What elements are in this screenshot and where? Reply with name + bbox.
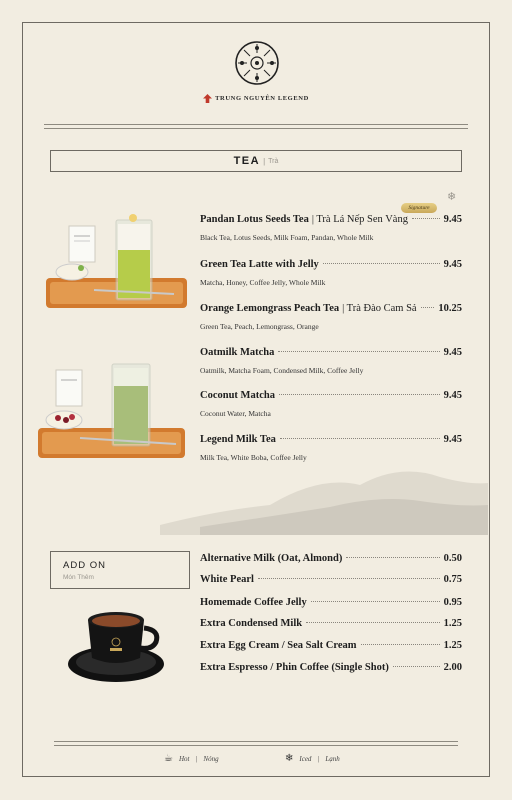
brand-arrow-icon — [203, 94, 212, 103]
leader-dots — [412, 218, 440, 219]
item-description: Oatmilk, Matcha Foam, Condensed Milk, Coffee Jelly — [200, 366, 364, 375]
leader-dots — [280, 438, 440, 439]
item-name: Pandan Lotus Seeds Tea — [200, 214, 309, 225]
hot-cup-icon: ☕ — [164, 753, 173, 764]
snowflake-icon: ❄ — [447, 190, 457, 203]
footer-divider-bottom — [54, 745, 458, 746]
signature-badge: Signature — [401, 203, 437, 213]
addon-item-name: Extra Egg Cream / Sea Salt Cream — [200, 640, 357, 651]
addon-item-price: 0.50 — [443, 553, 462, 564]
addon-item — [200, 640, 462, 654]
legend-iced — [285, 753, 340, 764]
header-divider-bottom — [44, 128, 468, 129]
leader-dots — [393, 666, 440, 667]
section-separator: | — [263, 156, 266, 166]
addon-item — [200, 618, 462, 632]
leader-dots — [278, 351, 439, 352]
menu-item — [200, 214, 462, 242]
addon-item-name: White Pearl — [200, 574, 254, 585]
item-price: 9.45 — [443, 259, 462, 270]
addon-item — [200, 597, 462, 611]
item-price: 9.45 — [443, 434, 462, 445]
addon-item-price: 0.75 — [443, 574, 462, 585]
item-name: Coconut Matcha — [200, 390, 275, 401]
header-divider-top — [44, 124, 468, 125]
addon-title: ADD ON — [63, 560, 106, 571]
legend-iced-label: Iced — [299, 754, 312, 763]
mountain-wash-decoration — [160, 455, 488, 535]
item-description: Milk Tea, White Boba, Coffee Jelly — [200, 453, 307, 462]
item-description: Black Tea, Lotus Seeds, Milk Foam, Pandan, Whole Milk — [200, 233, 374, 242]
item-viet-name: | Trà Đào Cam Sả — [342, 303, 417, 314]
footer-divider-top — [54, 741, 458, 742]
addon-item-price: 1.25 — [443, 618, 462, 629]
coffee-cup-photo — [66, 602, 166, 688]
item-description: Matcha, Honey, Coffee Jelly, Whole Milk — [200, 278, 326, 287]
section-title: TEA — [233, 155, 261, 167]
item-name: Green Tea Latte with Jelly — [200, 259, 319, 270]
brand-wordmark — [200, 92, 312, 104]
leader-dots — [361, 644, 440, 645]
item-description: Green Tea, Peach, Lemongrass, Orange — [200, 322, 319, 331]
section-subtitle: Trà — [268, 157, 279, 165]
item-name: Oatmilk Matcha — [200, 347, 275, 358]
pandan-drink-photo — [44, 210, 189, 318]
menu-item — [200, 434, 462, 462]
leader-dots — [306, 622, 440, 623]
addon-item-name: Extra Espresso / Phin Coffee (Single Shot) — [200, 662, 389, 673]
addon-item-price: 2.00 — [443, 662, 462, 673]
addon-item-name: Extra Condensed Milk — [200, 618, 303, 629]
brand-name: TRUNG NGUYÊN LEGEND — [215, 94, 309, 102]
legend-iced-viet: Lạnh — [325, 754, 340, 763]
section-header-tea — [50, 150, 462, 172]
addon-item — [200, 553, 462, 567]
menu-item — [200, 259, 462, 287]
brand-emblem-logo — [234, 40, 280, 86]
legend-hot-viet: Nóng — [203, 754, 219, 763]
item-price: 9.45 — [443, 390, 462, 401]
addon-item-name: Homemade Coffee Jelly — [200, 597, 307, 608]
legend-hot — [164, 753, 219, 764]
matcha-drink-photo — [36, 358, 187, 468]
addon-item-price: 1.25 — [443, 640, 462, 651]
legend-separator: | — [317, 754, 320, 763]
addon-header — [50, 551, 190, 589]
item-viet-name: | Trà Lá Nếp Sen Vàng — [311, 214, 408, 225]
addon-item-price: 0.95 — [443, 597, 462, 608]
addon-item — [200, 662, 462, 676]
item-name: Orange Lemongrass Peach Tea — [200, 303, 340, 314]
item-price: 9.45 — [443, 347, 462, 358]
leader-dots — [421, 307, 435, 308]
leader-dots — [311, 601, 440, 602]
item-price: 9.45 — [443, 214, 462, 225]
leader-dots — [346, 557, 439, 558]
leader-dots — [323, 263, 440, 264]
menu-item — [200, 347, 462, 375]
menu-item — [200, 303, 462, 331]
leader-dots — [258, 578, 440, 579]
item-name: Legend Milk Tea — [200, 434, 276, 445]
legend-separator: | — [195, 754, 198, 763]
legend-hot-label: Hot — [178, 754, 190, 763]
item-price: 10.25 — [438, 303, 462, 314]
addon-item — [200, 574, 462, 588]
snowflake-icon: ❄ — [285, 753, 294, 764]
menu-item — [200, 390, 462, 418]
addon-item-name: Alternative Milk (Oat, Almond) — [200, 553, 343, 564]
addon-subtitle: Món Thêm — [63, 574, 94, 581]
leader-dots — [279, 394, 440, 395]
item-description: Coconut Water, Matcha — [200, 409, 271, 418]
